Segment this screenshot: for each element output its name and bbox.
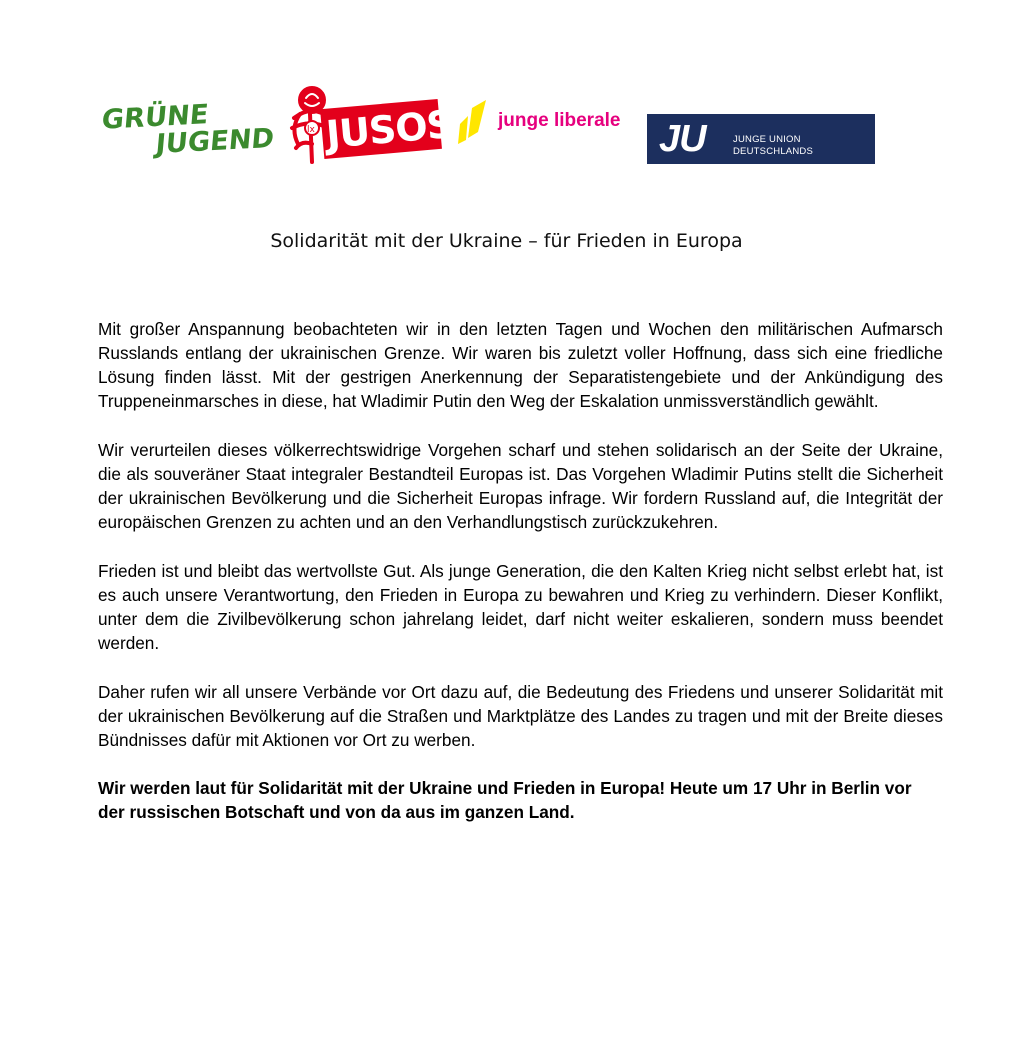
paragraph-3: Frieden ist und bleibt das wertvollste Gut. Als junge Generation, die den Kalten Krieg nicht selbst erlebt hat, ist es auch unsere Verantwortung, den Frieden in Europa zu bewahren und Krieg zu verhindern. Dieser Konflikt, unter dem die Zivilbevölkerung schon jahrelang leidet, darf nicht weiter eskalieren, sondern muss beendet werden. xyxy=(98,561,943,653)
gruene-jugend-logo xyxy=(98,100,288,162)
logo-row xyxy=(0,0,1013,180)
document-title: Solidarität mit der Ukraine – für Frieden in Europa xyxy=(270,230,743,252)
junge-liberale-logo-text: junge liberale xyxy=(498,110,621,131)
junge-union-logo-line1: JUNGE UNION xyxy=(733,134,801,145)
julis-mark-icon xyxy=(456,98,496,146)
gruene-jugend-logo-line1: GRÜNE xyxy=(100,99,210,136)
gruene-jugend-logo-line2: JUGEND xyxy=(154,122,276,161)
junge-union-logo-name xyxy=(733,134,813,158)
document-body xyxy=(98,317,943,824)
paragraph-1: Mit großer Anspannung beobachteten wir in den letzten Tagen und Wochen den militärischen Aufmarsch Russlands entlang der ukrainischen Grenze. Wir waren bis zuletzt voller Hoffnung, dass sich eine friedliche Lösung finden lässt. Mit der gestrigen Anerkennung der Separatistengebiete und der Ankündigung des Truppeneinmarsches in diese, hat Wladimir Putin den Weg der Eskalation unmissverständlich gewählt. xyxy=(98,319,943,411)
jusos-logo xyxy=(286,84,455,168)
paragraph-4: Daher rufen wir all unsere Verbände vor Ort dazu auf, die Bedeutung des Friedens und unserer Solidarität mit der ukrainischen Bevölkerung auf die Straßen und Marktplätze des Landes zu tragen und mit der Breite dieses Bündnisses dafür mit Aktionen vor Ort zu werben. xyxy=(98,682,943,750)
junge-union-logo-abbr: JU xyxy=(659,118,706,160)
paragraph-2: Wir verurteilen dieses völkerrechtswidrige Vorgehen scharf und stehen solidarisch an der Seite der Ukraine, die als souveräner Staat integraler Bestandteil Europas ist. Das Vorgehen Wladimir Putins stellt die Sicherheit der ukrainischen Bevölkerung und die Sicherheit Europas infrage. Wir fordern Russland auf, die Integrität der europäischen Grenzen zu achten und an den Verhandlungstisch zurückzukehren. xyxy=(98,440,943,532)
junge-union-logo-line2: DEUTSCHLANDS xyxy=(733,146,813,157)
junge-liberale-logo xyxy=(456,98,638,148)
junge-union-logo xyxy=(647,114,875,164)
jusos-logo-text: JUSOS xyxy=(324,101,455,157)
svg-text:lx: lx xyxy=(307,125,315,135)
closing-statement: Wir werden laut für Solidarität mit der Ukraine und Frieden in Europa! Heute um 17 Uhr in Berlin vor der russischen Botschaft und von da aus im ganzen Land. xyxy=(98,778,912,822)
